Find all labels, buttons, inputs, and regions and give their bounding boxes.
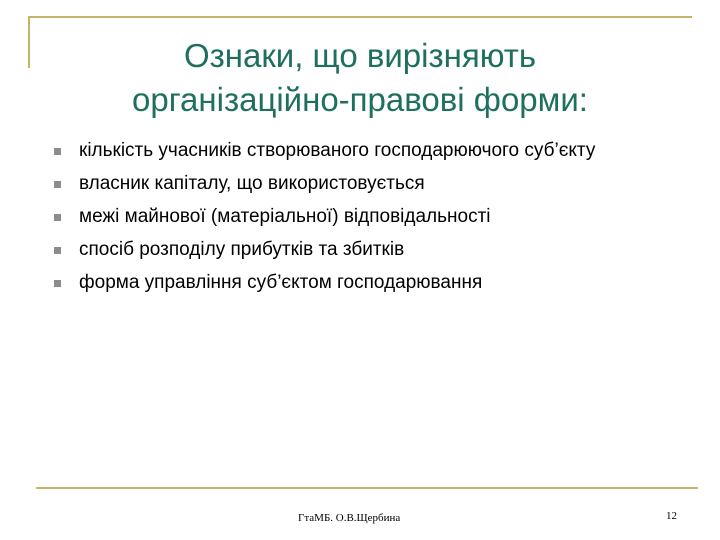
bullet-item <box>50 139 670 162</box>
title-line-2: організаційно-правові форми: <box>132 81 588 118</box>
bullet-text: власник капіталу, що використовується <box>79 173 425 194</box>
bullet-text: кількість учасників створюваного господарюючого суб’єкту <box>79 140 596 161</box>
bullet-text: спосіб розподілу прибутків та збитків <box>79 239 405 260</box>
frame-top-line <box>28 16 692 18</box>
slide-title <box>60 34 660 122</box>
bullet-item <box>50 238 670 261</box>
bullet-text: межі майнової (матеріальної) відповідальності <box>79 206 491 227</box>
footer-author: ГтаМБ. О.В.Щербина <box>298 512 401 524</box>
title-line-1: Ознаки, що вирізняють <box>183 37 537 74</box>
frame-bottom-line <box>36 487 698 489</box>
bullet-item <box>50 205 670 228</box>
square-bullet-icon <box>54 247 61 254</box>
bullet-list <box>50 139 670 304</box>
square-bullet-icon <box>54 280 61 287</box>
bullet-item <box>50 271 670 294</box>
bullet-text: форма управління суб’єктом господарювання <box>79 272 483 293</box>
square-bullet-icon <box>54 148 61 155</box>
square-bullet-icon <box>54 214 61 221</box>
bullet-item <box>50 172 670 195</box>
square-bullet-icon <box>54 181 61 188</box>
page-number: 12 <box>666 510 677 522</box>
frame-left-line <box>28 16 30 68</box>
